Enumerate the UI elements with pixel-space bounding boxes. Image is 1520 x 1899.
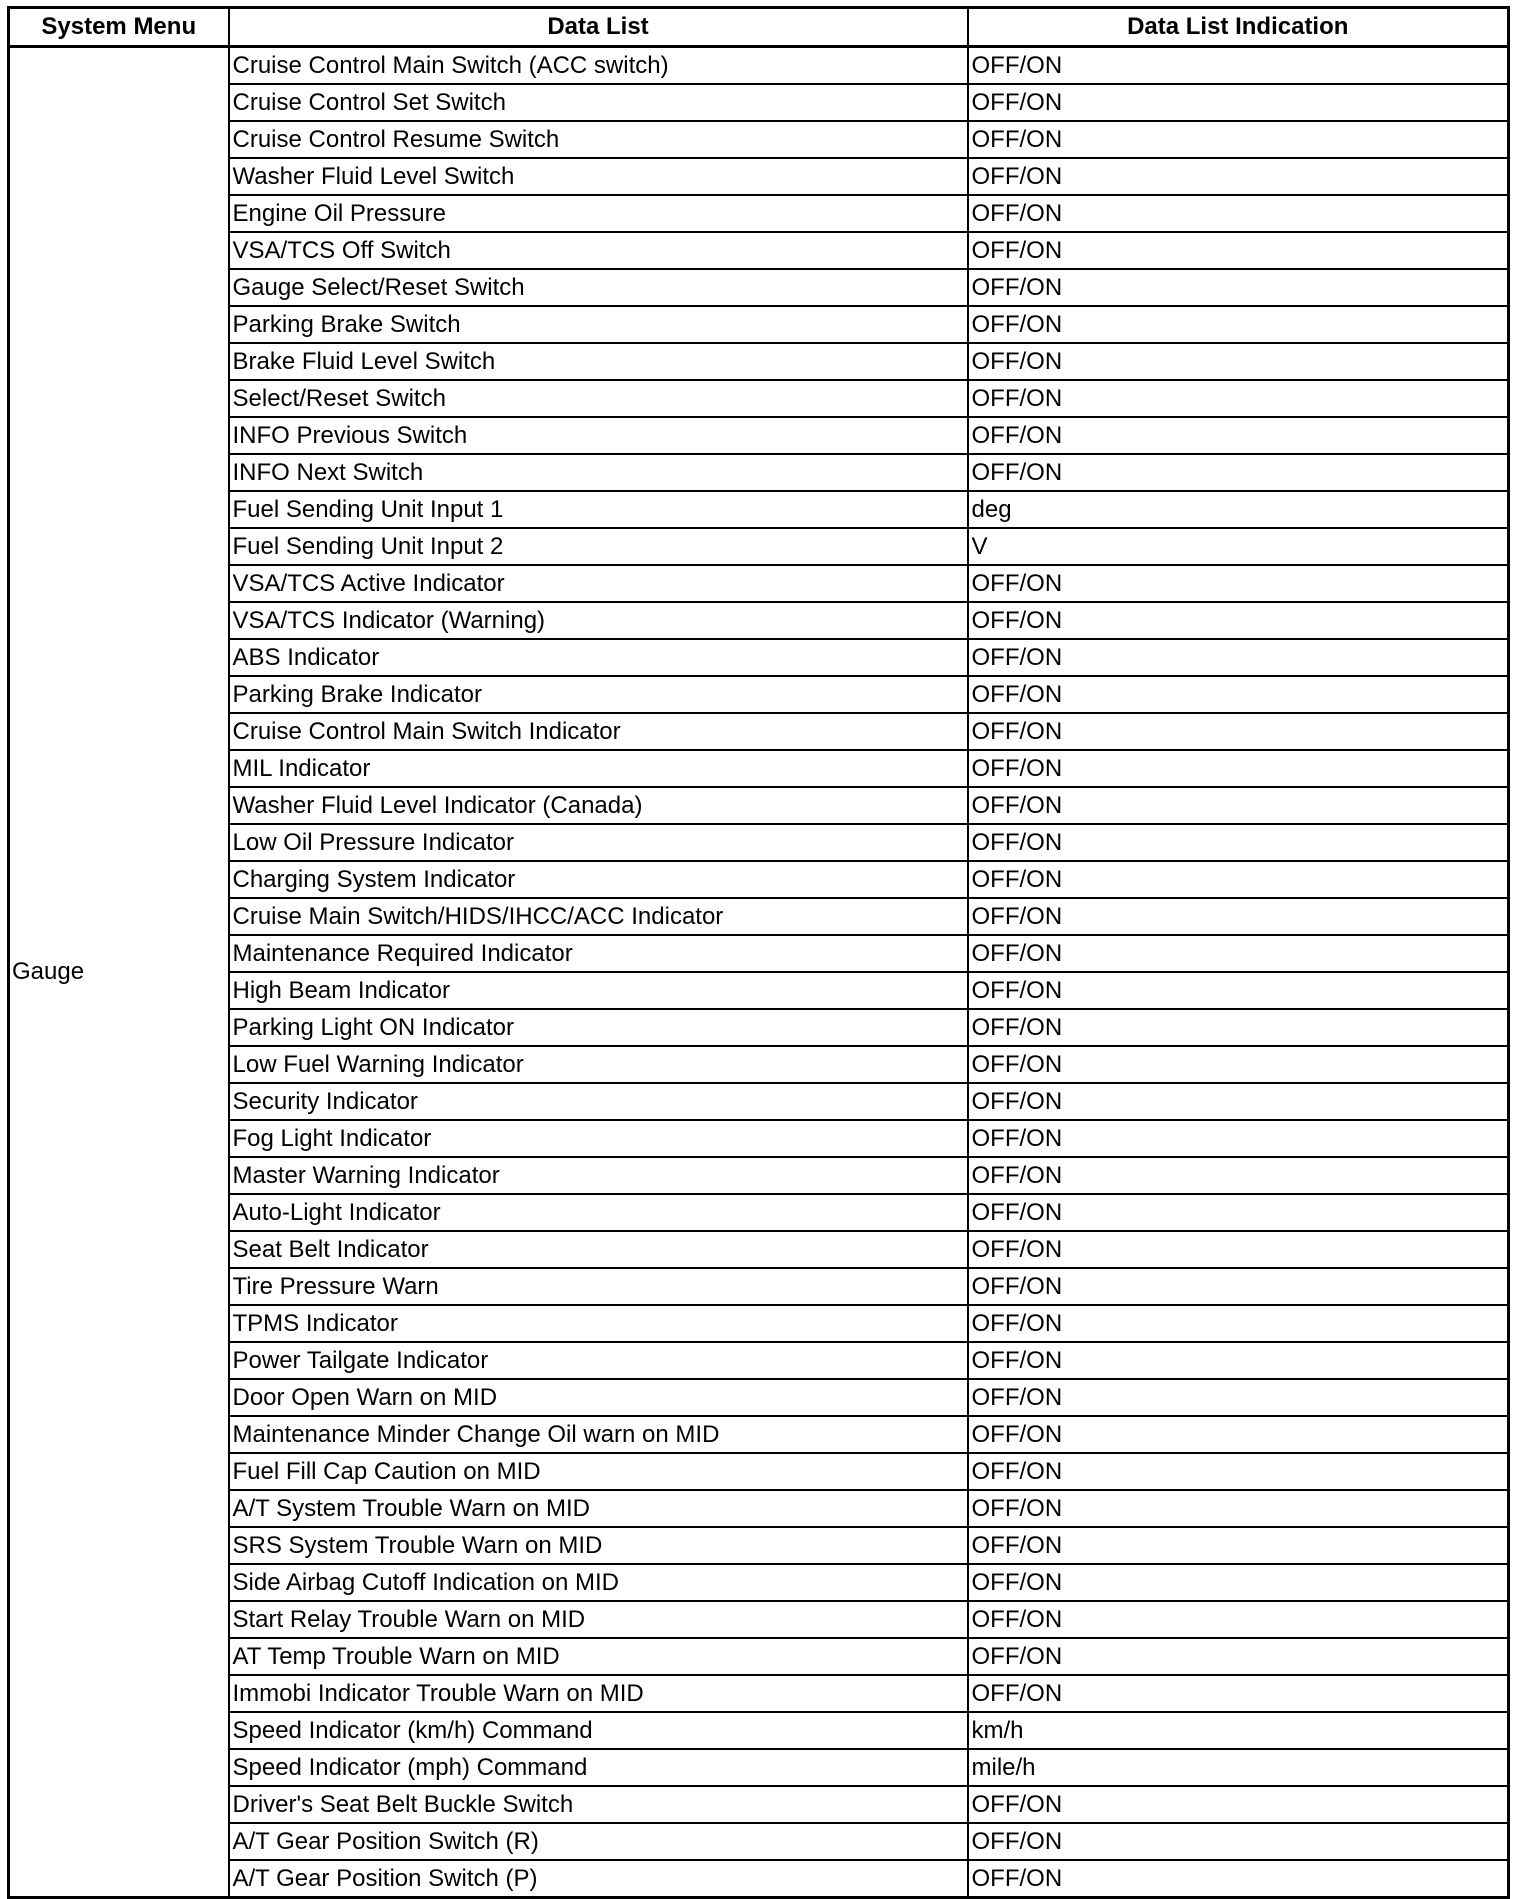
data-list-cell: Cruise Control Main Switch (ACC switch) [229, 47, 968, 85]
data-list-cell: VSA/TCS Indicator (Warning) [229, 602, 968, 639]
table-row [9, 306, 1509, 343]
table-row [9, 380, 1509, 417]
table-row [9, 121, 1509, 158]
data-list-indication-cell: OFF/ON [968, 972, 1509, 1009]
data-list-cell: VSA/TCS Active Indicator [229, 565, 968, 602]
table-row [9, 639, 1509, 676]
data-list-indication-cell: OFF/ON [968, 47, 1509, 85]
data-list-indication-cell: OFF/ON [968, 1601, 1509, 1638]
data-list-cell: Cruise Control Resume Switch [229, 121, 968, 158]
header-data-list-indication: Data List Indication [968, 8, 1509, 47]
data-list-cell: Brake Fluid Level Switch [229, 343, 968, 380]
data-list-cell: Parking Brake Switch [229, 306, 968, 343]
data-list-indication-cell: OFF/ON [968, 1823, 1509, 1860]
table-row [9, 972, 1509, 1009]
data-list-indication-cell: OFF/ON [968, 787, 1509, 824]
data-list-indication-cell: OFF/ON [968, 824, 1509, 861]
table-row [9, 565, 1509, 602]
data-list-cell: Tire Pressure Warn [229, 1268, 968, 1305]
data-list-cell: Door Open Warn on MID [229, 1379, 968, 1416]
table-row [9, 861, 1509, 898]
data-list-cell: Auto-Light Indicator [229, 1194, 968, 1231]
data-list-cell: Speed Indicator (km/h) Command [229, 1712, 968, 1749]
data-list-cell: Master Warning Indicator [229, 1157, 968, 1194]
data-list-cell: Seat Belt Indicator [229, 1231, 968, 1268]
data-list-indication-cell: OFF/ON [968, 1675, 1509, 1712]
data-list-cell: Fuel Sending Unit Input 2 [229, 528, 968, 565]
data-list-indication-cell: OFF/ON [968, 565, 1509, 602]
data-list-indication-cell: OFF/ON [968, 1268, 1509, 1305]
system-menu-cell: Gauge [9, 47, 229, 1898]
table-row [9, 528, 1509, 565]
table-body [9, 47, 1509, 1898]
data-list-cell: A/T Gear Position Switch (R) [229, 1823, 968, 1860]
data-list-indication-cell: mile/h [968, 1749, 1509, 1786]
table-row [9, 1268, 1509, 1305]
data-list-cell: MIL Indicator [229, 750, 968, 787]
data-list-indication-cell: OFF/ON [968, 1342, 1509, 1379]
data-list-indication-cell: OFF/ON [968, 676, 1509, 713]
data-list-cell: A/T System Trouble Warn on MID [229, 1490, 968, 1527]
table-row [9, 713, 1509, 750]
table-row [9, 1675, 1509, 1712]
data-list-cell: Speed Indicator (mph) Command [229, 1749, 968, 1786]
data-list-cell: Washer Fluid Level Indicator (Canada) [229, 787, 968, 824]
data-list-cell: ABS Indicator [229, 639, 968, 676]
data-list-cell: Fog Light Indicator [229, 1120, 968, 1157]
data-list-indication-cell: OFF/ON [968, 84, 1509, 121]
data-list-indication-cell: OFF/ON [968, 1305, 1509, 1342]
table-row [9, 676, 1509, 713]
table-row [9, 1083, 1509, 1120]
data-list-indication-cell: OFF/ON [968, 1416, 1509, 1453]
data-list-indication-cell: deg [968, 491, 1509, 528]
data-list-cell: Cruise Control Set Switch [229, 84, 968, 121]
data-list-indication-cell: OFF/ON [968, 1046, 1509, 1083]
data-list-indication-cell: OFF/ON [968, 1231, 1509, 1268]
table-row [9, 491, 1509, 528]
data-list-cell: Charging System Indicator [229, 861, 968, 898]
table-row [9, 1120, 1509, 1157]
data-list-cell: Parking Light ON Indicator [229, 1009, 968, 1046]
data-list-indication-cell: OFF/ON [968, 269, 1509, 306]
table-row [9, 1194, 1509, 1231]
data-list-cell: AT Temp Trouble Warn on MID [229, 1638, 968, 1675]
data-list-cell: Fuel Fill Cap Caution on MID [229, 1453, 968, 1490]
data-list-cell: Select/Reset Switch [229, 380, 968, 417]
table-row [9, 1601, 1509, 1638]
data-list-indication-cell: OFF/ON [968, 232, 1509, 269]
table-header-row [9, 8, 1509, 47]
data-list-indication-cell: OFF/ON [968, 1083, 1509, 1120]
header-data-list: Data List [229, 8, 968, 47]
data-list-cell: INFO Next Switch [229, 454, 968, 491]
table-row [9, 1305, 1509, 1342]
data-list-indication-cell: OFF/ON [968, 750, 1509, 787]
data-list-cell: Power Tailgate Indicator [229, 1342, 968, 1379]
table-row [9, 1823, 1509, 1860]
data-list-cell: Driver's Seat Belt Buckle Switch [229, 1786, 968, 1823]
table-row [9, 750, 1509, 787]
data-list-cell: A/T Gear Position Switch (P) [229, 1860, 968, 1898]
table-row [9, 1453, 1509, 1490]
data-list-cell: Immobi Indicator Trouble Warn on MID [229, 1675, 968, 1712]
table-row [9, 787, 1509, 824]
table-row [9, 1490, 1509, 1527]
data-list-indication-cell: OFF/ON [968, 1009, 1509, 1046]
table-row [9, 1416, 1509, 1453]
data-list-cell: Side Airbag Cutoff Indication on MID [229, 1564, 968, 1601]
data-list-indication-cell: OFF/ON [968, 1786, 1509, 1823]
data-list-indication-cell: OFF/ON [968, 602, 1509, 639]
data-list-indication-cell: OFF/ON [968, 1564, 1509, 1601]
data-list-cell: SRS System Trouble Warn on MID [229, 1527, 968, 1564]
header-system-menu: System Menu [9, 8, 229, 47]
data-list-indication-cell: OFF/ON [968, 158, 1509, 195]
table-row [9, 1527, 1509, 1564]
table-row [9, 195, 1509, 232]
data-list-cell: Low Oil Pressure Indicator [229, 824, 968, 861]
data-list-indication-cell: OFF/ON [968, 1194, 1509, 1231]
data-list-indication-cell: OFF/ON [968, 343, 1509, 380]
table-row [9, 158, 1509, 195]
table-row [9, 232, 1509, 269]
data-list-indication-cell: OFF/ON [968, 898, 1509, 935]
data-list-table [7, 6, 1510, 1899]
table-row [9, 1342, 1509, 1379]
table-row [9, 602, 1509, 639]
data-list-indication-cell: OFF/ON [968, 1860, 1509, 1898]
data-list-indication-cell: OFF/ON [968, 417, 1509, 454]
table-row [9, 417, 1509, 454]
table-row [9, 1638, 1509, 1675]
data-list-indication-cell: OFF/ON [968, 1453, 1509, 1490]
table-row [9, 454, 1509, 491]
data-list-cell: Engine Oil Pressure [229, 195, 968, 232]
data-list-indication-cell: OFF/ON [968, 1527, 1509, 1564]
table-row [9, 1749, 1509, 1786]
data-list-cell: Washer Fluid Level Switch [229, 158, 968, 195]
table-row [9, 1564, 1509, 1601]
data-list-indication-cell: OFF/ON [968, 380, 1509, 417]
table-row [9, 898, 1509, 935]
table-row [9, 1712, 1509, 1749]
data-list-cell: Low Fuel Warning Indicator [229, 1046, 968, 1083]
table-row [9, 1860, 1509, 1898]
data-list-indication-cell: OFF/ON [968, 1120, 1509, 1157]
table-row [9, 1009, 1509, 1046]
data-list-indication-cell: km/h [968, 1712, 1509, 1749]
table-row [9, 1786, 1509, 1823]
table-row [9, 47, 1509, 85]
data-list-indication-cell: OFF/ON [968, 195, 1509, 232]
table-row [9, 824, 1509, 861]
data-list-cell: High Beam Indicator [229, 972, 968, 1009]
data-list-cell: Cruise Main Switch/HIDS/IHCC/ACC Indicator [229, 898, 968, 935]
data-list-indication-cell: OFF/ON [968, 454, 1509, 491]
table-row [9, 84, 1509, 121]
data-list-indication-cell: OFF/ON [968, 861, 1509, 898]
data-list-cell: Gauge Select/Reset Switch [229, 269, 968, 306]
data-list-cell: Start Relay Trouble Warn on MID [229, 1601, 968, 1638]
data-list-cell: Parking Brake Indicator [229, 676, 968, 713]
data-list-indication-cell: OFF/ON [968, 306, 1509, 343]
data-list-indication-cell: OFF/ON [968, 1638, 1509, 1675]
data-list-indication-cell: OFF/ON [968, 713, 1509, 750]
table-row [9, 935, 1509, 972]
data-list-cell: Security Indicator [229, 1083, 968, 1120]
table-row [9, 1157, 1509, 1194]
data-list-indication-cell: OFF/ON [968, 1379, 1509, 1416]
data-list-cell: TPMS Indicator [229, 1305, 968, 1342]
data-list-indication-cell: OFF/ON [968, 1490, 1509, 1527]
data-list-cell: Maintenance Minder Change Oil warn on MID [229, 1416, 968, 1453]
data-list-cell: Cruise Control Main Switch Indicator [229, 713, 968, 750]
data-list-indication-cell: OFF/ON [968, 1157, 1509, 1194]
table-row [9, 343, 1509, 380]
data-list-indication-cell: OFF/ON [968, 639, 1509, 676]
data-list-indication-cell: V [968, 528, 1509, 565]
data-list-cell: INFO Previous Switch [229, 417, 968, 454]
table-row [9, 1231, 1509, 1268]
table-row [9, 1046, 1509, 1083]
table-row [9, 1379, 1509, 1416]
table-row [9, 269, 1509, 306]
data-list-cell: Fuel Sending Unit Input 1 [229, 491, 968, 528]
data-list-cell: VSA/TCS Off Switch [229, 232, 968, 269]
data-list-cell: Maintenance Required Indicator [229, 935, 968, 972]
data-list-indication-cell: OFF/ON [968, 121, 1509, 158]
data-list-indication-cell: OFF/ON [968, 935, 1509, 972]
